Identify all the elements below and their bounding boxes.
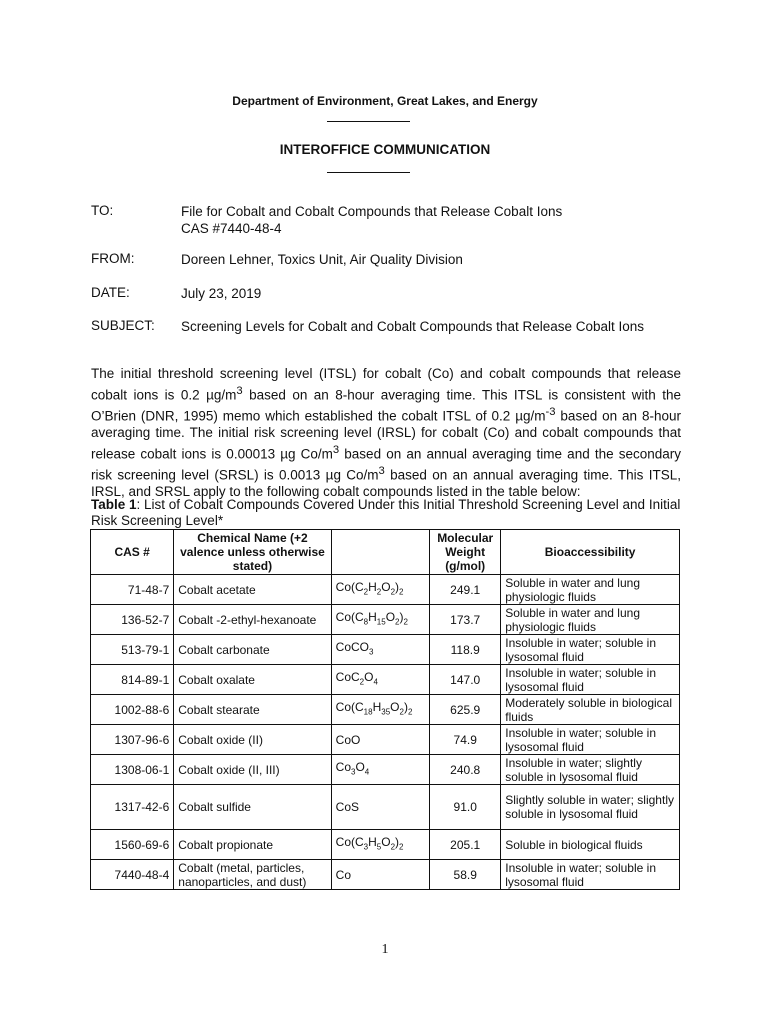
cell-formula: $Co(C_{18}H_{35}O_2)_2$	[331, 695, 430, 725]
subject-value: Screening Levels for Cobalt and Cobalt Compounds that Release Cobalt Ions	[181, 319, 645, 334]
table-row	[91, 860, 680, 890]
superscript: 3	[236, 384, 243, 397]
cell-formula: $Co(C_3H_5O_2)_2$	[331, 830, 430, 860]
divider-rule	[327, 172, 410, 173]
table-row	[91, 635, 680, 665]
body-text: The initial threshold screening level (ITSL) for cobalt (Co) and cobalt compounds that release cobalt ions is 0.2 µg/m	[91, 366, 681, 403]
cell-cas: 1307-96-6	[91, 725, 174, 755]
cell-formula: $Co(C_2H_2O_2)_2$	[331, 575, 430, 605]
to-label: TO:	[91, 203, 114, 218]
cell-chemical-name: Cobalt (metal, particles, nanoparticles, and dust)	[174, 860, 331, 890]
cell-bioaccessibility: Insoluble in water; soluble in lysosomal fluid	[501, 725, 680, 755]
date-label: DATE:	[91, 285, 130, 300]
table-row	[91, 830, 680, 860]
body-text: based on an annual averaging time and the secondary risk screening level (SRSL) is 0.0013 µg Co/m	[91, 446, 682, 483]
table-caption	[91, 497, 681, 529]
col-header-molecular-weight: Molecular Weight (g/mol)	[430, 530, 501, 575]
cell-chemical-name: Cobalt acetate	[174, 575, 331, 605]
body-paragraph	[91, 366, 681, 501]
table-header-row	[91, 530, 680, 575]
col-header-bioaccessibility: Bioaccessibility	[501, 530, 680, 575]
cell-bioaccessibility: Soluble in water and lung physiologic fluids	[501, 605, 680, 635]
cell-chemical-name: Cobalt oxide (II, III)	[174, 755, 331, 785]
cell-formula: $Co_3O_4$	[331, 755, 430, 785]
cell-bioaccessibility: Insoluble in water; soluble in lysosomal fluid	[501, 665, 680, 695]
cell-molecular-weight: 249.1	[430, 575, 501, 605]
table-row	[91, 605, 680, 635]
cell-chemical-name: Cobalt propionate	[174, 830, 331, 860]
cobalt-compounds-table	[90, 529, 680, 890]
from-label: FROM:	[91, 251, 135, 266]
cell-cas: 1317-42-6	[91, 785, 174, 830]
cell-cas: 71-48-7	[91, 575, 174, 605]
col-header-chemical-name: Chemical Name (+2 valence unless otherwise stated)	[174, 530, 331, 575]
cell-formula: CoCO$_3$	[331, 635, 430, 665]
cell-molecular-weight: 205.1	[430, 830, 501, 860]
cell-cas: 136-52-7	[91, 605, 174, 635]
cell-cas: 7440-48-4	[91, 860, 174, 890]
to-line-1: File for Cobalt and Cobalt Compounds that Release Cobalt Ions	[181, 204, 563, 219]
cell-bioaccessibility: Soluble in water and lung physiologic fluids	[501, 575, 680, 605]
cell-molecular-weight: 91.0	[430, 785, 501, 830]
body-text: based on an 8-hour averaging time. The initial risk screening level (IRSL) for cobalt (Co) and cobalt compounds that release cobalt ions is 0.00013 µg Co/m	[91, 408, 681, 462]
caption-text: : List of Cobalt Compounds Covered Under this Initial Threshold Screening Level and Initial Risk Screening Level*	[91, 497, 681, 528]
cell-bioaccessibility: Soluble in biological fluids	[501, 830, 680, 860]
table-row	[91, 785, 680, 830]
cell-molecular-weight: 118.9	[430, 635, 501, 665]
from-value: Doreen Lehner, Toxics Unit, Air Quality Division	[181, 252, 463, 267]
col-header-formula	[331, 530, 430, 575]
superscript: -3	[545, 405, 556, 418]
page-number: 1	[381, 942, 389, 957]
cell-chemical-name: Cobalt oxide (II)	[174, 725, 331, 755]
cell-bioaccessibility: Slightly soluble in water; slightly soluble in lysosomal fluid	[501, 785, 680, 830]
table-row	[91, 695, 680, 725]
cell-formula: $CoC_2O_4$	[331, 665, 430, 695]
cell-chemical-name: Cobalt sulfide	[174, 785, 331, 830]
superscript: 3	[332, 443, 340, 456]
cell-cas: 1002-88-6	[91, 695, 174, 725]
table-row	[91, 725, 680, 755]
cell-formula: Co	[331, 860, 430, 890]
to-line-2: CAS #7440-48-4	[181, 221, 282, 236]
cell-molecular-weight: 74.9	[430, 725, 501, 755]
divider-rule	[327, 121, 410, 122]
table-body	[91, 575, 680, 890]
cell-chemical-name: Cobalt -2-ethyl-hexanoate	[174, 605, 331, 635]
cell-molecular-weight: 240.8	[430, 755, 501, 785]
table-row	[91, 575, 680, 605]
cell-bioaccessibility: Insoluble in water; slightly soluble in lysosomal fluid	[501, 755, 680, 785]
subject-label: SUBJECT:	[91, 318, 155, 333]
cell-chemical-name: Cobalt stearate	[174, 695, 331, 725]
cell-molecular-weight: 173.7	[430, 605, 501, 635]
body-text: based on an 8-hour averaging time. This ITSL is consistent with the O’Brien (DNR, 1995) memo which established the cobalt ITSL of 0.2 µg/m	[91, 387, 681, 424]
body-text: based on an annual averaging time. This ITSL, IRSL, and SRSL apply to the following cobalt compounds listed in the table below:	[91, 467, 681, 500]
cell-formula: CoS	[331, 785, 430, 830]
superscript: 3	[378, 465, 385, 478]
cell-chemical-name: Cobalt oxalate	[174, 665, 331, 695]
cell-cas: 1560-69-6	[91, 830, 174, 860]
date-value: July 23, 2019	[181, 286, 262, 301]
cell-molecular-weight: 58.9	[430, 860, 501, 890]
table-row	[91, 665, 680, 695]
cell-bioaccessibility: Moderately soluble in biological fluids	[501, 695, 680, 725]
cell-cas: 1308-06-1	[91, 755, 174, 785]
cell-molecular-weight: 147.0	[430, 665, 501, 695]
cell-cas: 814-89-1	[91, 665, 174, 695]
caption-label: Table 1	[91, 497, 137, 512]
cell-chemical-name: Cobalt carbonate	[174, 635, 331, 665]
department-name: Department of Environment, Great Lakes, and Energy	[232, 94, 538, 108]
cell-cas: 513-79-1	[91, 635, 174, 665]
cell-bioaccessibility: Insoluble in water; soluble in lysosomal fluid	[501, 860, 680, 890]
cell-formula: CoO	[331, 725, 430, 755]
cell-formula: $Co(C_8H_{15}O_2)_2$	[331, 605, 430, 635]
cell-molecular-weight: 625.9	[430, 695, 501, 725]
to-value	[181, 203, 562, 237]
memo-title: INTEROFFICE COMMUNICATION	[279, 142, 491, 157]
table-row	[91, 755, 680, 785]
col-header-cas: CAS #	[91, 530, 174, 575]
cell-bioaccessibility: Insoluble in water; soluble in lysosomal fluid	[501, 635, 680, 665]
